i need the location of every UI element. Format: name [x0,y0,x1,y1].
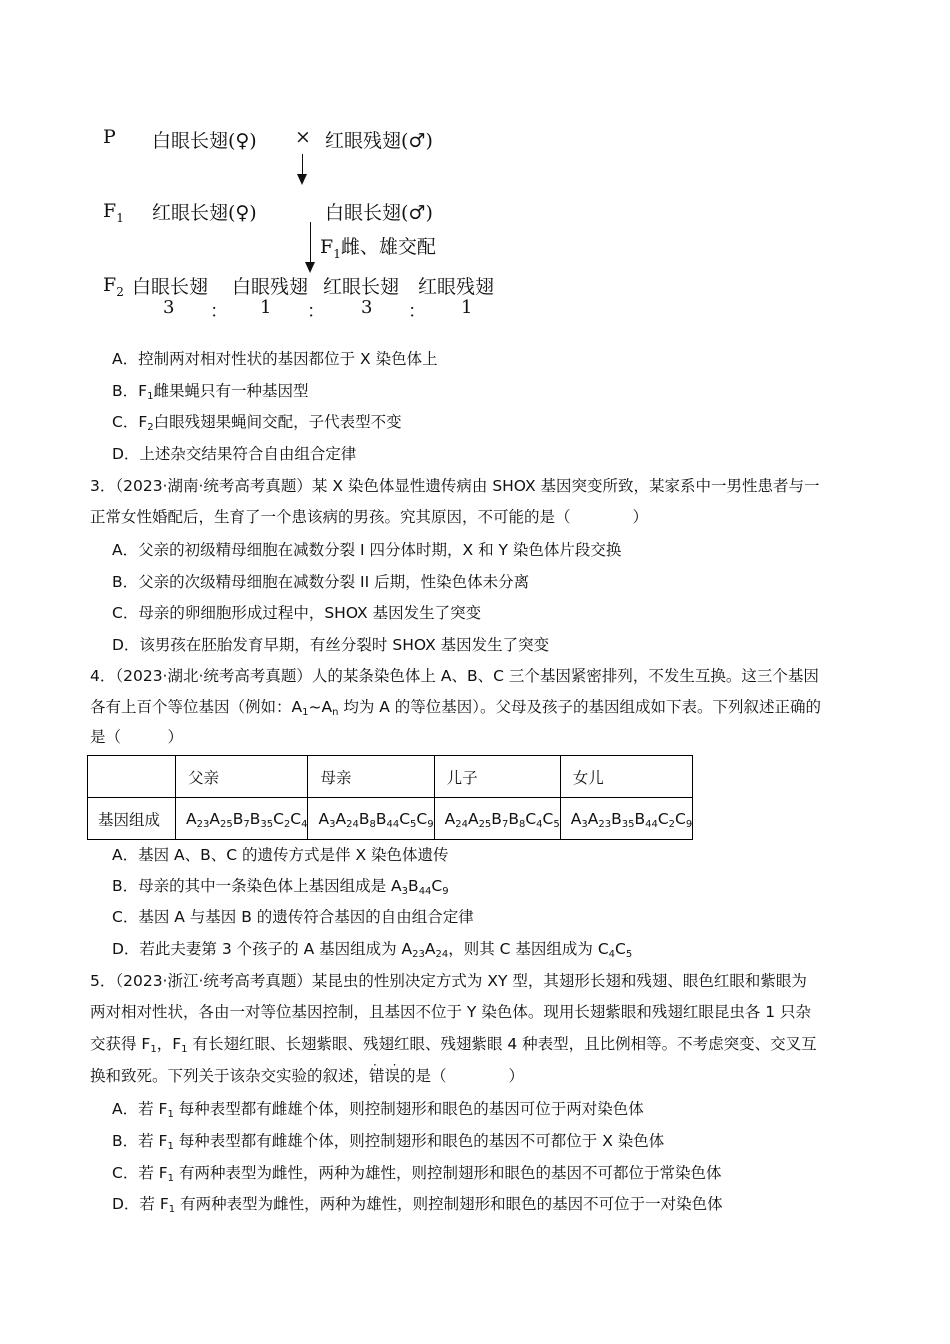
q5-stem-line3: 交获得 $F_1$，$F_1$ 有长翅红眼、长翅紫眼、残翅红眼、残翅紫眼 4 种表型，且比例相等。不考虑突变、交叉互 [90,1035,817,1055]
allele-number: 25 [219,818,233,830]
allele-letter: A [444,809,456,828]
allele-letter: C [416,809,428,828]
allele-number: 35 [621,818,635,830]
allele-number: 4 [536,818,543,830]
q4-option-c: C．基因 A 与基因 B 的遗传符合基因的自由组合定律 [112,908,474,926]
f1-label: $F_1$ [103,200,124,225]
allele-number: 8 [369,818,376,830]
allele-letter: C [525,809,537,828]
q5-stem-line4: 换和致死。下列关于该杂交实验的叙述，· · 错误的是（ ） [90,1066,524,1086]
allele-number: 8 [518,818,526,830]
f2-ratio-sep: ： [307,301,325,322]
f2-ratio: 3 [163,297,175,318]
allele-letter: C [542,809,554,828]
f2-ratio: 1 [461,297,473,318]
allele-number: 23 [196,818,210,830]
p-label: P [103,126,116,148]
allele-letter: B [611,809,622,828]
allele-number: 4 [301,818,308,830]
allele-number: 44 [645,818,658,830]
allele-number: 23 [598,818,612,830]
allele-letter: A [318,809,330,828]
allele-letter: A [467,809,479,828]
allele-letter: C [290,809,302,828]
mother-genotype-cell [308,798,434,840]
allele-letter: C [675,809,686,828]
son-genotype-cell [434,798,560,840]
q5-stem-line2: 两对相对性状，各由一对等位基因控制，且基因不位于 Y 染色体。现用长翅紫眼和残翅红眼昆虫各 1 只杂 [90,1003,812,1021]
table-header-row [88,756,693,798]
father-genotype-cell [176,798,308,840]
q5-option-d: D．若 $F_1$ 有两种表型为雌性，两种为雄性，则控制翅形和眼色的基因不可位于一对染色体 [112,1195,723,1215]
allele-letter: B [358,809,370,828]
f2-phenotype: 红眼残翅 [418,276,495,298]
f2-ratio: 3 [361,297,373,318]
q3-option-d: D．该男孩在胚胎发育早期，有丝分裂时 SHOX 基因发生了突变 [112,636,550,654]
f1-male: 白眼长翅(♂) [325,202,433,224]
p-male: 红眼残翅(♂) [325,130,433,152]
table-header-cell: 女儿 [560,756,692,798]
q4-stem-line2: 各有上百个等位基因（例如：$A_1\sim A_n$ 均为 A 的等位基因）。父母及孩子的基因组成如下表。下列叙述正确的 [90,698,822,718]
q5-option-c: C．若 $F_1$ 有两种表型为雌性，两种为雄性，则控制翅形和眼色的基因不可都位于常染色体 [112,1164,722,1184]
f2-ratio-sep: ： [408,301,426,322]
q4-option-b: B．母亲的其中一条染色体上基因组成是 $A_3B_{44}C_9$ [112,877,449,897]
row-label-cell: 基因组成 [88,798,176,840]
q4-stem-line1: 4．（2023·湖北·统考高考真题）人的某条染色体上 A、B、C 三个基因紧密排列，不发生互换。这三个基因 [90,667,819,685]
q4-stem-line3: 是（ ） [90,728,184,746]
f2-phenotype: 红眼长翅 [323,276,400,298]
allele-number: 7 [243,818,250,830]
allele-number: 2 [283,818,291,830]
p-female: 白眼长翅(♀) [152,130,257,152]
allele-number: 3 [581,818,588,830]
genetic-cross-diagram [95,112,515,327]
allele-letter: B [634,809,646,828]
f2-phenotype: 白眼残翅 [232,276,309,298]
allele-number: 24 [346,818,359,830]
allele-number: 2 [668,818,676,830]
table-row [88,798,693,840]
arrow-p-f1-line [302,154,303,176]
f2-ratio-sep: ： [210,301,228,322]
allele-number: 35 [260,818,274,830]
table-header-cell [88,756,176,798]
allele-number: 9 [685,818,693,830]
allele-letter: A [335,809,347,828]
table-header-cell: 父亲 [176,756,308,798]
allele-number: 24 [455,818,468,830]
allele-letter: C [399,809,411,828]
genotype-table [87,755,693,840]
allele-number: 44 [386,818,400,830]
q5-stem-line1: 5．（2023·浙江·统考高考真题）某昆虫的性别决定方式为 XY 型，其翅形长翅和残翅、眼色红眼和紫眼为 [90,972,807,990]
arrow-p-f1-head [297,174,307,185]
allele-letter: A [186,809,197,828]
allele-number: 5 [553,818,560,830]
f1-female: 红眼长翅(♀) [152,202,257,224]
allele-number: 3 [329,818,336,830]
q3-option-a: A．父亲的初级精母细胞在减数分裂 I 四分体时期，X 和 Y 染色体片段交换 [112,541,622,559]
allele-letter: B [491,809,502,828]
allele-letter: C [657,809,669,828]
table-header-cell: 儿子 [434,756,560,798]
q5-option-b: B．若 $F_1$ 每种表型都有雌雄个体，则控制翅形和眼色的基因不可都位于 X 染色体 [112,1132,665,1152]
table-header-cell: 母亲 [308,756,434,798]
allele-letter: B [508,809,519,828]
mating-note: $F_1$雌、雄交配 [320,236,436,261]
q2-option-a: A．控制两对相对性状的基因都位于 X 染色体上 [112,350,438,368]
allele-number: 5 [410,818,417,830]
q3-stem-line2: 正常女性婚配后，生育了一个患该病的男孩。究其原因，不可能的是（ ） [90,508,649,526]
q2-option-b: B．$F_1$雌果蝇只有一种基因型 [112,382,309,402]
q3-stem-line1: 3．（2023·湖南·统考高考真题）某 X 染色体显性遗传病由 SHOX 基因突变所致，某家系中一男性患者与一 [90,477,820,495]
daughter-genotype-cell [560,798,692,840]
f2-phenotype: 白眼长翅 [132,276,209,298]
arrow-f1-f2-line [310,222,311,265]
allele-number: 9 [427,818,434,830]
q4-option-d: D．若此夫妻第 3 个孩子的 A 基因组成为 $A_{23}A_{24}$，则其 C 基因组成为 $C_4C_5$ [112,940,633,960]
allele-letter: C [273,809,284,828]
emphasis-word: · · 错误 [369,1067,400,1085]
q5-option-a: A．若 $F_1$ 每种表型都有雌雄个体，则控制翅形和眼色的基因可位于两对染色体 [112,1100,644,1120]
q3-option-b: B．父亲的次级精母细胞在减数分裂 II 后期，性染色体未分离 [112,573,530,591]
allele-letter: A [570,809,582,828]
allele-letter: B [375,809,387,828]
allele-number: 25 [478,818,492,830]
allele-letter: B [249,809,261,828]
q4-option-a: A．基因 A、B、C 的遗传方式是伴 X 染色体遗传 [112,846,449,864]
q2-option-d: D．上述杂交结果符合自由组合定律 [112,445,357,463]
allele-letter: A [587,809,599,828]
q2-option-c: C．$F_2$白眼残翅果蝇间交配，子代表型不变 [112,413,402,433]
f2-label: $F_2$ [103,274,124,299]
allele-letter: B [232,809,244,828]
allele-letter: A [209,809,220,828]
q3-option-c: C．母亲的卵细胞形成过程中，SHOX 基因发生了突变 [112,604,482,622]
f2-ratio: 1 [260,297,272,318]
allele-number: 7 [501,818,509,830]
cross-sign: × [295,126,311,148]
